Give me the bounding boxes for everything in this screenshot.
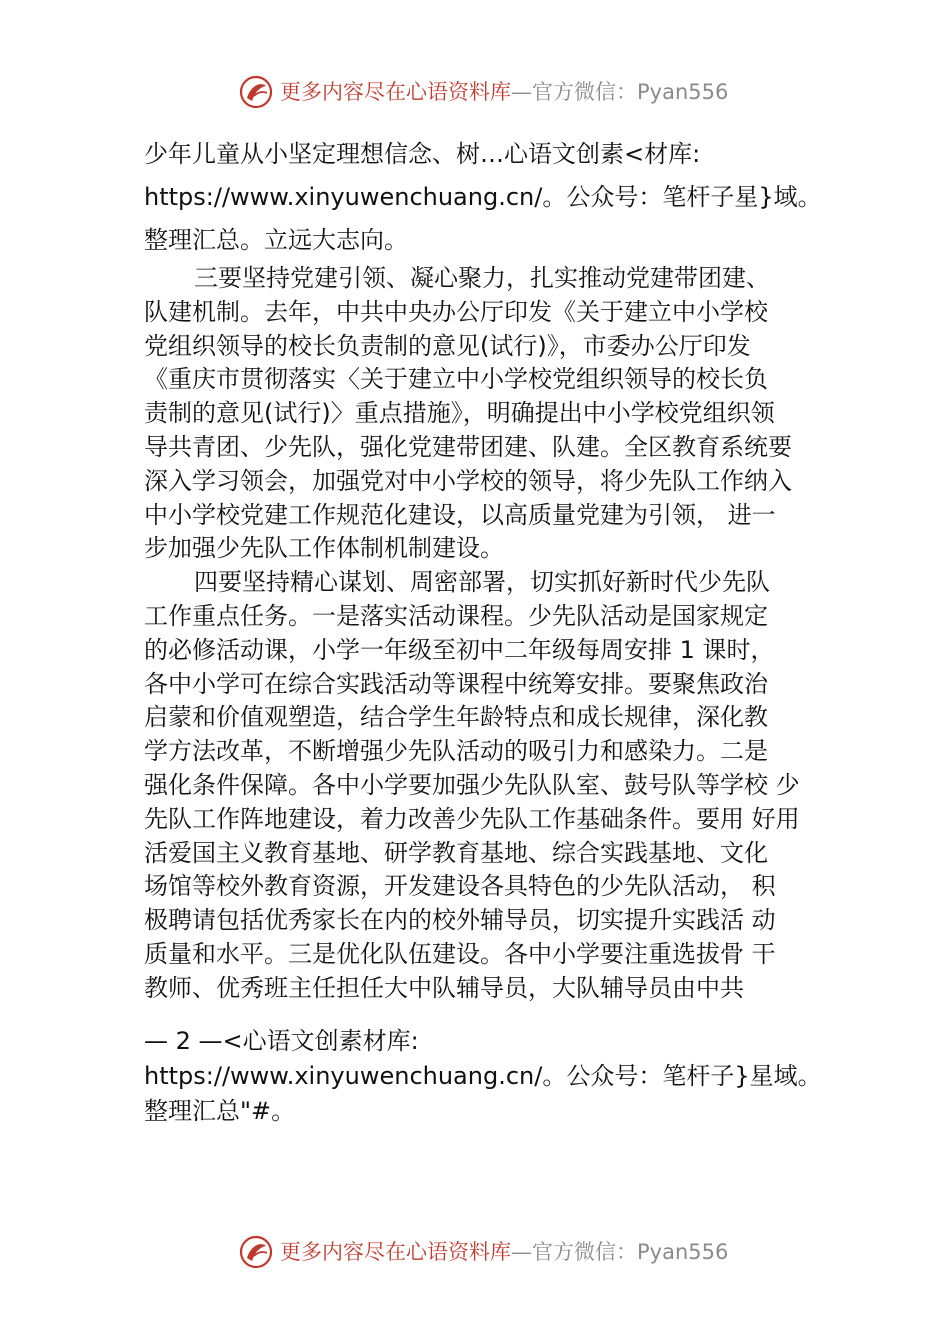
paragraph-line: 《重庆市贯彻落实〈关于建立中小学校党组织领导的校长负	[144, 365, 768, 394]
intro-line: 整理汇总。立远大志向。	[144, 226, 408, 254]
banner-text	[280, 78, 728, 106]
paragraph-three	[144, 262, 844, 1006]
paragraph-line: 四要坚持精心谋划、周密部署，切实抓好新时代少先队	[194, 568, 770, 597]
paragraph-line: 工作重点任务。一是落实活动课程。少先队活动是国家规定	[144, 601, 768, 630]
header-watermark-banner	[0, 72, 950, 112]
banner-wechat-id: Pyan556	[637, 1240, 729, 1264]
intro-line: https://www.xinyuwenchuang.cn/。公众号：笔杆子星}域。	[144, 183, 822, 211]
logo-icon	[238, 74, 274, 110]
footer-page-number-line: — 2 —<心语文创素材库:	[144, 1027, 419, 1055]
logo-icon	[238, 1234, 274, 1270]
paragraph-line: 责制的意见(试行)〉重点措施》，明确提出中小学校党组织领	[144, 399, 775, 428]
paragraph-line: 先队工作阵地建设，着力改善少先队工作基础条件。要用 好用	[144, 804, 800, 833]
paragraph-line: 质量和水平。三是优化队伍建设。各中小学要注重选拔骨 干	[144, 939, 776, 968]
paragraph-line: 深入学习领会，加强党对中小学校的领导，将少先队工作纳入	[144, 466, 792, 495]
paragraph-line: 的必修活动课，小学一年级至初中二年级每周安排 1 课时，	[144, 635, 775, 664]
banner-wechat-id: Pyan556	[637, 80, 729, 104]
page-footer	[144, 1024, 822, 1129]
footer-watermark-banner	[0, 1232, 950, 1272]
paragraph-line: 活爱国主义教育基地、研学教育基地、综合实践基地、文化	[144, 838, 768, 867]
banner-gray-text: —官方微信：	[511, 80, 637, 104]
paragraph-line: 党组织领导的校长负责制的意见(试行)》，市委办公厅印发	[144, 331, 751, 360]
paragraph-line: 学方法改革，不断增强少先队活动的吸引力和感染力。二是	[144, 737, 768, 766]
paragraph-line: 步加强少先队工作体制机制建设。	[144, 534, 504, 563]
paragraph-line: 极聘请包括优秀家长在内的校外辅导员，切实提升实践活 动	[144, 906, 776, 935]
paragraph-line: 导共青团、少先队，强化党建带团建、队建。全区教育系统要	[144, 432, 792, 461]
footer-summary-line: 整理汇总"#。	[144, 1097, 296, 1125]
paragraph-line: 强化条件保障。各中小学要加强少先队队室、鼓号队等学校 少	[144, 770, 800, 799]
banner-red-text: 更多内容尽在心语资料库	[280, 80, 511, 104]
intro-line: 少年儿童从小坚定理想信念、树…心语文创素<材库:	[144, 140, 701, 168]
banner-red-text: 更多内容尽在心语资料库	[280, 1240, 511, 1264]
paragraph-line: 启蒙和价值观塑造，结合学生年龄特点和成长规律，深化教	[144, 703, 768, 732]
paragraph-line: 各中小学可在综合实践活动等课程中统筹安排。要聚焦政治	[144, 669, 768, 698]
intro-continuation	[144, 133, 844, 262]
paragraph-line: 三要坚持党建引领、凝心聚力，扎实推动党建带团建、	[194, 264, 770, 292]
paragraph-line: 中小学校党建工作规范化建设，以高质量党建为引领， 进一	[144, 500, 776, 529]
paragraph-line: 场馆等校外教育资源，开发建设各具特色的少先队活动， 积	[144, 872, 776, 901]
paragraph-line: 教师、优秀班主任担任大中队辅导员，大队辅导员由中共	[144, 973, 744, 1002]
footer-url-line: https://www.xinyuwenchuang.cn/。公众号：笔杆子}星域。	[144, 1062, 822, 1090]
paragraph-line: 队建机制。去年，中共中央办公厅印发《关于建立中小学校	[144, 297, 768, 326]
banner-text	[280, 1238, 728, 1266]
banner-gray-text: —官方微信：	[511, 1240, 637, 1264]
